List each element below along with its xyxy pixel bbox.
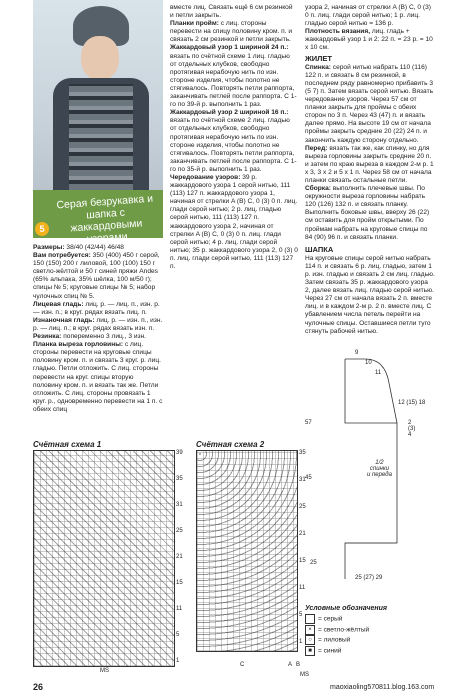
legend bbox=[305, 604, 420, 657]
col1-text: с лиц. стороны перевести на круговые спицы половину кром. п. и связать 3 круг. р. лиц. гладью. Петли отложить. С лиц. стороны перевести на круг. спицы вторую половину кром. п. и вязать так же. Петли отложить. С лиц. стороны провязать 1 круг. р., одновременно перевести на 1 п. с обеих спиц bbox=[33, 341, 163, 413]
pattern-side-num-2: 2 (3) 4 bbox=[408, 420, 416, 438]
scheme-2-arrow-c: C bbox=[240, 662, 245, 668]
col2-text: вязать по счётной схеме 1 лиц. гладью от отдельных клубков, свободно протягивая нерабочую нить по изн. стороне изделия, чтобы полотно не стягивалось. Повторять петли раппорта, заканчивать петлей после раппорта. С 1-го по 39-й р. выполнить 1 раз. bbox=[170, 52, 297, 109]
col3a-text: узора 2, начиная от стрелки A (B) C, 0 (3) 0 п. лиц. глади серой нитью; 1 р. лиц. гладью серой нитью = 136 р. bbox=[305, 4, 431, 28]
col1-bold-term: Лицевая гладь: bbox=[33, 300, 84, 308]
col1-paragraph bbox=[33, 333, 163, 341]
col1-text: лиц. р. — лиц. п., изн. р. — изн. п.; в круг. рядах вязать лиц. п. bbox=[33, 300, 160, 316]
row-number: 35 bbox=[299, 450, 306, 456]
col1-text: 38/40 (42/44) 46/48 bbox=[64, 244, 124, 251]
col2-paragraph bbox=[170, 44, 298, 109]
section-heading-hat: ШАПКА bbox=[305, 244, 334, 254]
pattern-bottom-width: 25 (27) 29 bbox=[355, 575, 383, 581]
col3b-bold-term: Сборка: bbox=[305, 185, 331, 193]
col2-bold-term: Жаккардовый узор 1 шириной 24 п.: bbox=[170, 44, 289, 52]
legend-item bbox=[305, 646, 420, 657]
scheme-1-ms-label: MS bbox=[100, 668, 109, 674]
scheme-2-pattern bbox=[197, 451, 297, 651]
col1-text: попеременно 3 лиц., 3 изн. bbox=[61, 333, 146, 341]
col3a-text: лиц. гладь + жаккардовый узор 1 и 2: 22 п. = 23 р. = 10 x 10 см. bbox=[305, 28, 433, 52]
row-number: 1 bbox=[299, 639, 303, 645]
row-number: 5 bbox=[299, 612, 303, 618]
scheme-2-ms-label: MS bbox=[300, 672, 309, 678]
col2-paragraph bbox=[170, 109, 298, 174]
legend-swatch bbox=[305, 614, 315, 624]
legend-item bbox=[305, 625, 420, 636]
row-number: 21 bbox=[299, 531, 306, 537]
row-number: 31 bbox=[176, 502, 183, 508]
row-number: 31 bbox=[299, 477, 306, 483]
pattern-side-num: 12 (15) 18 bbox=[398, 400, 426, 406]
legend-item bbox=[305, 635, 420, 646]
col3a-paragraph bbox=[305, 4, 435, 28]
col1-paragraph bbox=[33, 341, 163, 414]
scheme-2-grid bbox=[196, 450, 298, 652]
legend-item bbox=[305, 614, 420, 625]
col1-paragraph bbox=[33, 244, 163, 252]
pattern-top-10: 10 bbox=[365, 360, 372, 366]
col3b-text: вязать так же, как спинку, но для выреза горловины закрыть средние 20 п. и затем по краю выреза в каждом 2-м р. 1 x 3, 3 x 2 и 5 x 1 п. Через 58 см от начала планки связать остальные петли. bbox=[305, 144, 434, 184]
scheme-1-pattern bbox=[34, 451, 174, 666]
title-number-badge: 5 bbox=[35, 222, 49, 236]
col3a-paragraph bbox=[305, 28, 435, 52]
col2-text: 39 р. жаккардового узора 1 серой нитью, 111 (113) 127 п. жаккардового узора 1, начиная от стрелки A (B) C, 0 (3) 0 п. лиц. глади серой нитью; 2 р. лиц. гладью серой нитью, 111 (113) 127 п. жаккардового узора 2, начиная от стрелки A (B) C, 0 (3) 0 п. лиц. глади серой нитью; 4 р. лиц. глади серой нитью; 35 р. жаккардового узора 2, 0 (3) 0 п. лиц. глади серой нитью, 111 (113) 127 п. bbox=[170, 173, 298, 270]
row-number: 35 bbox=[176, 476, 183, 482]
col1-paragraph bbox=[33, 301, 163, 317]
column-2 bbox=[170, 4, 298, 271]
face-shape bbox=[81, 36, 119, 80]
col3b-bold-term: Спинка: bbox=[305, 63, 331, 71]
col2-text: вместе лиц. Связать ещё 6 см резинкой и петли закрыть. bbox=[170, 4, 293, 20]
col1-text: лиц. р. — изн. п., изн. р. — лиц. п.; в круг. рядах вязать изн. п. bbox=[33, 316, 163, 332]
scheme-1-title: Счётная схема 1 bbox=[33, 440, 102, 449]
watermark-text: maoxiaoling570811.blog.163.com bbox=[330, 684, 435, 691]
col2-paragraph bbox=[170, 174, 298, 271]
legend-label: = серый bbox=[318, 615, 343, 623]
title-text: Серая безрукавка и шапка с жаккардовыми узорами bbox=[56, 192, 154, 246]
col2-paragraph bbox=[170, 4, 298, 20]
row-number: 15 bbox=[299, 558, 306, 564]
legend-label: = светло-жёлтый bbox=[318, 626, 370, 634]
pattern-num-25: 25 bbox=[310, 560, 317, 566]
col3b-paragraph bbox=[305, 185, 435, 242]
col1-bold-term: Изнаночная гладь: bbox=[33, 316, 95, 324]
col3b-bold-term: Перед: bbox=[305, 144, 328, 152]
row-number: 21 bbox=[176, 554, 183, 560]
pattern-num-57: 57 bbox=[305, 420, 312, 426]
col1-text: 350 (400) 450 г серой, 150 (150) 200 г лиловой, 100 (100) 150 г светло-жёлтой и 50 г синей пряжи Andes (65% альпака, 35% шёлка, 100 м/50 г); спицы № 5; круговые спицы № 5; набор чулочных спиц № 5. bbox=[33, 252, 160, 300]
col3c-paragraph bbox=[305, 255, 435, 336]
scheme-2-arrow-a: A bbox=[288, 662, 293, 668]
row-number: 1 bbox=[176, 658, 180, 664]
scheme-1-grid bbox=[33, 450, 175, 667]
page-number: 26 bbox=[33, 682, 44, 692]
legend-swatch: ○ bbox=[305, 635, 315, 645]
col1-bold-term: Планка выреза горловины: bbox=[33, 341, 124, 349]
legend-title: Условные обозначения bbox=[305, 605, 388, 612]
col3c-text: На круговые спицы серой нитью набрать 114 п. и связать 6 р. лиц. гладью, затем 1 р. изн. гладью и связать 2 см лиц. гладью. Затем связать 35 р. жаккардового узора 2, далее вязать лиц. гладью серой нитью. Через 27 см от начала вязать 2 п. вместе лиц. и в каждом 2-м р. 2 п. вместе лиц. С убавлением числа петель перейти на чулочные спицы. Оставшиеся петли туго стянуть рабочей нитью. bbox=[305, 254, 435, 335]
col1-bold-term: Размеры: bbox=[33, 244, 65, 251]
col3b-paragraph bbox=[305, 64, 435, 145]
legend-swatch: × bbox=[305, 625, 315, 635]
pattern-top-11: 11 bbox=[375, 370, 382, 376]
legend-label: = лиловый bbox=[318, 637, 351, 645]
col3a-bold-term: Плотность вязания, bbox=[305, 28, 371, 36]
col2-paragraph bbox=[170, 20, 298, 44]
row-number: 11 bbox=[299, 585, 306, 591]
scheme-2-arrow-b: B bbox=[296, 662, 301, 668]
pattern-top-9: 9 bbox=[355, 350, 359, 356]
row-number: 11 bbox=[176, 606, 183, 612]
vest-shape bbox=[69, 84, 133, 190]
col1-paragraph bbox=[33, 252, 163, 301]
model-photo bbox=[33, 0, 163, 190]
scheme-2-title: Счётная схема 2 bbox=[196, 440, 265, 449]
col3b-text: серой нитью набрать 110 (116) 122 п. и связать 8 см резинкой, в последнем ряду равномерно прибавить 3 (5 7) п. Затем вязать серой нитью. Вязать чередование узоров. Через 57 см от планки закрыть для проймы с обеих сторон по 3 п. Через 43 (47) п. и вязать далее прямо. На высоте 19 см от начала проймы закрыть средние 20 (22) 24 п. и закончить каждую сторону отдельно. bbox=[305, 63, 434, 144]
col2-bold-term: Чередование узоров: bbox=[170, 173, 241, 181]
col1-paragraph bbox=[33, 317, 163, 333]
col2-bold-term: Жаккардовый узор 2 шириной 16 п.: bbox=[170, 109, 289, 117]
legend-swatch: ■ bbox=[305, 646, 315, 656]
row-number: 15 bbox=[176, 580, 183, 586]
col1-bold-term: Резинка: bbox=[33, 333, 62, 341]
pattern-middle-label: 1/2 спинки и переда bbox=[367, 460, 392, 478]
legend-label: = синий bbox=[318, 647, 342, 655]
col2-text: вязать по счётной схеме 2 лиц. гладью от отдельных клубков, свободно протягивая нерабочую нить по изн. стороне изделия, чтобы полотно не стягивалось. Повторять петли раппорта, заканчивать петлей после раппорта. С 1-го по 35-й р. выполнить 1 раз. bbox=[170, 117, 297, 173]
col3b-text: выполнить плечевые швы. По окружности выреза горловины набрать 120 (126) 132 п. и связать планку. Выполнить боковые швы, вверху 26 (22) см оставить для пройм открытыми. По проймам набрать на круговые спицы по 84 (90) 96 п. и связать планки. bbox=[305, 185, 430, 241]
col2-text: с лиц. стороны перевести на спицу половину кром. п. и связать 2 см резинкой и петли закрыть. bbox=[170, 20, 293, 44]
row-number: 25 bbox=[176, 528, 183, 534]
pattern-num-45: 45 bbox=[305, 475, 312, 481]
section-heading-vest: ЖИЛЕТ bbox=[305, 53, 333, 63]
col3b-paragraph bbox=[305, 145, 435, 185]
column-1 bbox=[33, 244, 163, 414]
col1-bold-term: Вам потребуется: bbox=[33, 252, 91, 260]
column-3 bbox=[305, 4, 435, 336]
row-number: 39 bbox=[176, 450, 183, 456]
col2-bold-term: Планки пройм: bbox=[170, 20, 219, 28]
row-number: 5 bbox=[176, 632, 180, 638]
row-number: 25 bbox=[299, 504, 306, 510]
